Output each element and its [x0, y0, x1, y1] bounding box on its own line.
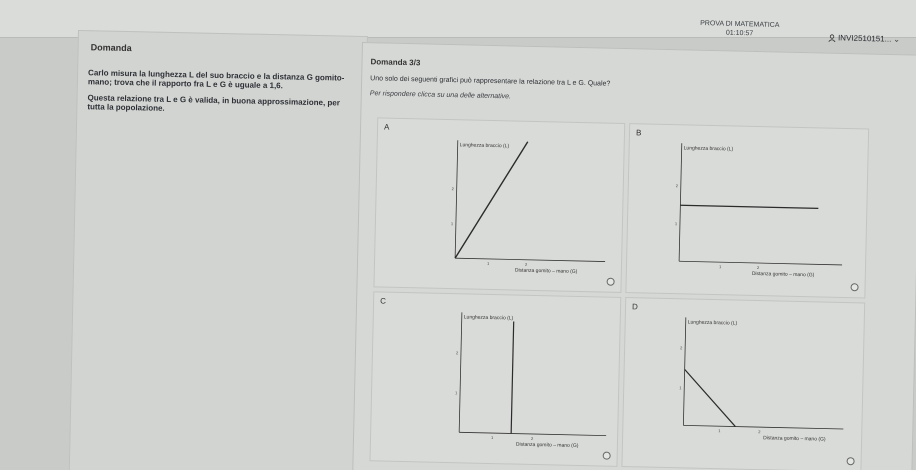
x-axis-label: Distanza gomito – mano (G) — [763, 435, 826, 443]
option-letter: B — [635, 128, 642, 138]
question-hint: Per rispondere clicca su una delle alternative. — [369, 90, 512, 101]
context-paragraph-1: Carlo misura la lunghezza L del suo braccio e la distanza G gomito-mano; trova che il rapporto fra L e G è uguale a 1,6. — [87, 68, 345, 91]
question-panel — [352, 42, 916, 470]
y-axis-label: Lunghezza braccio (L) — [683, 145, 734, 153]
option-d[interactable] — [621, 297, 865, 470]
timer: 01:10:57 — [725, 29, 754, 38]
y-axis-label: Lunghezza braccio (L) — [687, 319, 738, 327]
y-axis-label: Lunghezza braccio (L) — [463, 314, 514, 322]
x-axis — [679, 261, 842, 265]
x-axis-label: Distanza gomito – mano (G) — [514, 267, 578, 275]
y-tick: 1 — [450, 221, 454, 227]
y-axis — [679, 143, 682, 261]
y-tick: 1 — [674, 221, 678, 227]
y-tick: 2 — [455, 350, 459, 356]
option-letter: A — [383, 122, 390, 132]
exam-title: PROVA DI MATEMATICA — [700, 19, 780, 30]
x-tick: 1 — [718, 264, 722, 270]
y-tick: 1 — [679, 385, 682, 391]
graph-b — [626, 124, 870, 299]
y-axis — [455, 140, 458, 258]
data-line — [680, 205, 818, 208]
question-context-panel — [69, 30, 368, 470]
x-axis-label: Distanza gomito – mano (G) — [751, 270, 815, 279]
data-line — [455, 140, 528, 260]
x-tick: 2 — [756, 265, 760, 271]
user-icon — [828, 34, 836, 42]
chevron-down-icon[interactable]: ⌄ — [893, 34, 901, 44]
graph-a — [374, 118, 626, 294]
option-a[interactable] — [373, 117, 625, 293]
x-tick: 2 — [758, 429, 761, 435]
x-axis — [455, 258, 605, 261]
user-id: INVI2510151... — [837, 33, 892, 44]
x-axis — [683, 425, 843, 429]
y-tick: 1 — [455, 390, 458, 396]
option-b[interactable] — [625, 123, 869, 298]
y-axis — [459, 312, 462, 432]
graph-d — [622, 298, 866, 470]
y-tick: 2 — [451, 186, 454, 192]
x-axis-label: Distanza gomito – mano (G) — [515, 441, 579, 450]
panel-title: Domanda — [90, 42, 132, 54]
question-text: Uno solo dei seguenti grafici può rappresentare la relazione tra L e G. Quale? — [370, 75, 611, 88]
x-tick: 1 — [486, 260, 490, 266]
option-letter: C — [380, 296, 387, 306]
option-letter: D — [631, 302, 638, 312]
y-axis — [683, 317, 685, 425]
data-line — [683, 369, 736, 426]
context-paragraph-2: Questa relazione tra L e G è valida, in buona approssimazione, per tutta la popolazione. — [87, 93, 340, 113]
y-tick: 2 — [680, 345, 683, 351]
user-menu[interactable] — [828, 33, 900, 44]
question-context — [87, 68, 358, 124]
question-counter: Domanda 3/3 — [370, 57, 421, 68]
y-tick: 2 — [675, 183, 679, 189]
graph-c — [370, 292, 622, 468]
x-tick: 1 — [718, 428, 721, 434]
x-tick: 1 — [491, 435, 494, 441]
option-c[interactable] — [369, 291, 621, 467]
data-line — [511, 322, 514, 434]
y-axis-label: Lunghezza braccio (L) — [459, 142, 510, 150]
exam-info — [700, 19, 780, 39]
x-tick: 2 — [524, 261, 528, 267]
x-tick: 2 — [530, 435, 534, 441]
